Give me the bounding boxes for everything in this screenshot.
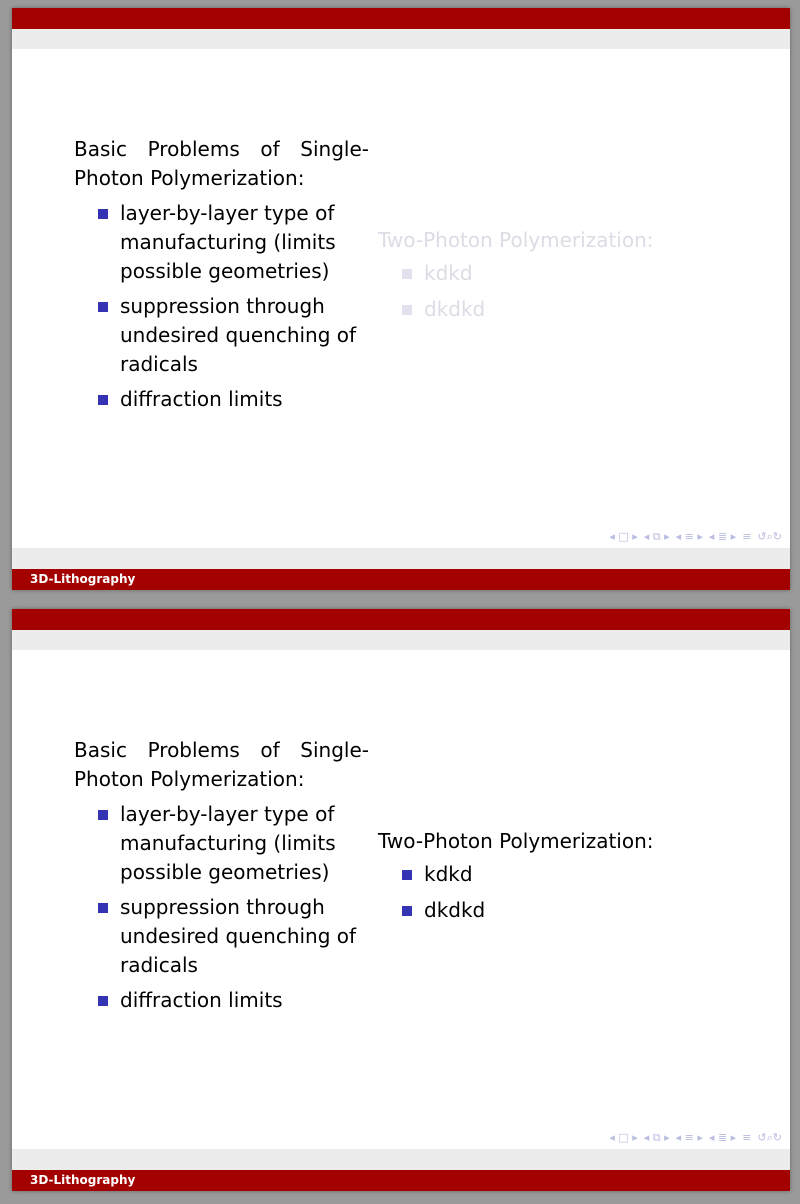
- list-item: [74, 893, 369, 980]
- nav-section-icon[interactable]: ◂ ≡ ▸: [675, 530, 703, 543]
- square-bullet-icon: [98, 903, 108, 913]
- square-bullet-icon: [98, 395, 108, 405]
- footer-light-bar: [12, 548, 790, 569]
- beamer-navigation: [609, 1131, 782, 1145]
- slide-2: [12, 609, 790, 1191]
- left-list: [74, 199, 369, 414]
- nav-slide-icon[interactable]: ◂ ≣ ▸: [708, 1131, 737, 1144]
- right-column: [378, 827, 778, 932]
- square-bullet-icon: [98, 996, 108, 1006]
- square-bullet-icon: [98, 810, 108, 820]
- footer-bar: [12, 569, 790, 590]
- list-item-text: suppression through undesired quenching of radicals: [120, 294, 357, 376]
- footer-light-bar: [12, 1149, 790, 1170]
- footer-title: 3D-Lithography: [30, 572, 136, 586]
- right-column: [378, 226, 778, 331]
- list-item: [378, 295, 778, 324]
- left-list: [74, 800, 369, 1015]
- nav-subsection-icon[interactable]: ◂ ⧉ ▸: [643, 530, 670, 543]
- list-item-text: layer-by-layer type of manufacturing (limits possible geometries): [120, 201, 336, 283]
- list-item: [74, 292, 369, 379]
- left-heading: Basic Problems of Single-Photon Polymerization:: [74, 738, 369, 791]
- right-list: [378, 860, 778, 925]
- nav-search-icon[interactable]: ↺⌕↻: [757, 530, 782, 543]
- list-item-text: diffraction limits: [120, 988, 283, 1012]
- nav-frame-icon[interactable]: ◂ □ ▸: [609, 1131, 638, 1144]
- beamer-navigation: [609, 530, 782, 544]
- square-bullet-icon: [98, 302, 108, 312]
- footer-title: 3D-Lithography: [30, 1173, 136, 1187]
- list-item: [74, 800, 369, 887]
- left-column: [74, 135, 369, 420]
- list-item: [74, 986, 369, 1015]
- right-heading: Two-Photon Polymerization:: [378, 228, 654, 252]
- list-item: [378, 860, 778, 889]
- list-item-text: kdkd: [424, 862, 473, 886]
- square-bullet-icon: [402, 305, 412, 315]
- nav-align-icon[interactable]: ≡: [742, 530, 752, 543]
- right-list: [378, 259, 778, 324]
- nav-align-icon[interactable]: ≡: [742, 1131, 752, 1144]
- list-item-text: layer-by-layer type of manufacturing (limits possible geometries): [120, 802, 336, 884]
- slide-1: [12, 8, 790, 590]
- nav-slide-icon[interactable]: ◂ ≣ ▸: [708, 530, 737, 543]
- list-item: [378, 896, 778, 925]
- left-column: [74, 736, 369, 1021]
- list-item: [74, 385, 369, 414]
- list-item: [74, 199, 369, 286]
- right-heading: Two-Photon Polymerization:: [378, 829, 654, 853]
- header-subbar: [12, 29, 790, 49]
- square-bullet-icon: [98, 209, 108, 219]
- square-bullet-icon: [402, 870, 412, 880]
- list-item-text: dkdkd: [424, 297, 486, 321]
- header-bar: [12, 609, 790, 630]
- footer-bar: [12, 1170, 790, 1191]
- square-bullet-icon: [402, 906, 412, 916]
- nav-search-icon[interactable]: ↺⌕↻: [757, 1131, 782, 1144]
- nav-section-icon[interactable]: ◂ ≡ ▸: [675, 1131, 703, 1144]
- header-bar: [12, 8, 790, 29]
- list-item: [378, 259, 778, 288]
- header-subbar: [12, 630, 790, 650]
- list-item-text: suppression through undesired quenching of radicals: [120, 895, 357, 977]
- square-bullet-icon: [402, 269, 412, 279]
- list-item-text: kdkd: [424, 261, 473, 285]
- left-heading: Basic Problems of Single-Photon Polymerization:: [74, 137, 369, 190]
- nav-frame-icon[interactable]: ◂ □ ▸: [609, 530, 638, 543]
- list-item-text: diffraction limits: [120, 387, 283, 411]
- nav-subsection-icon[interactable]: ◂ ⧉ ▸: [643, 1131, 670, 1144]
- list-item-text: dkdkd: [424, 898, 486, 922]
